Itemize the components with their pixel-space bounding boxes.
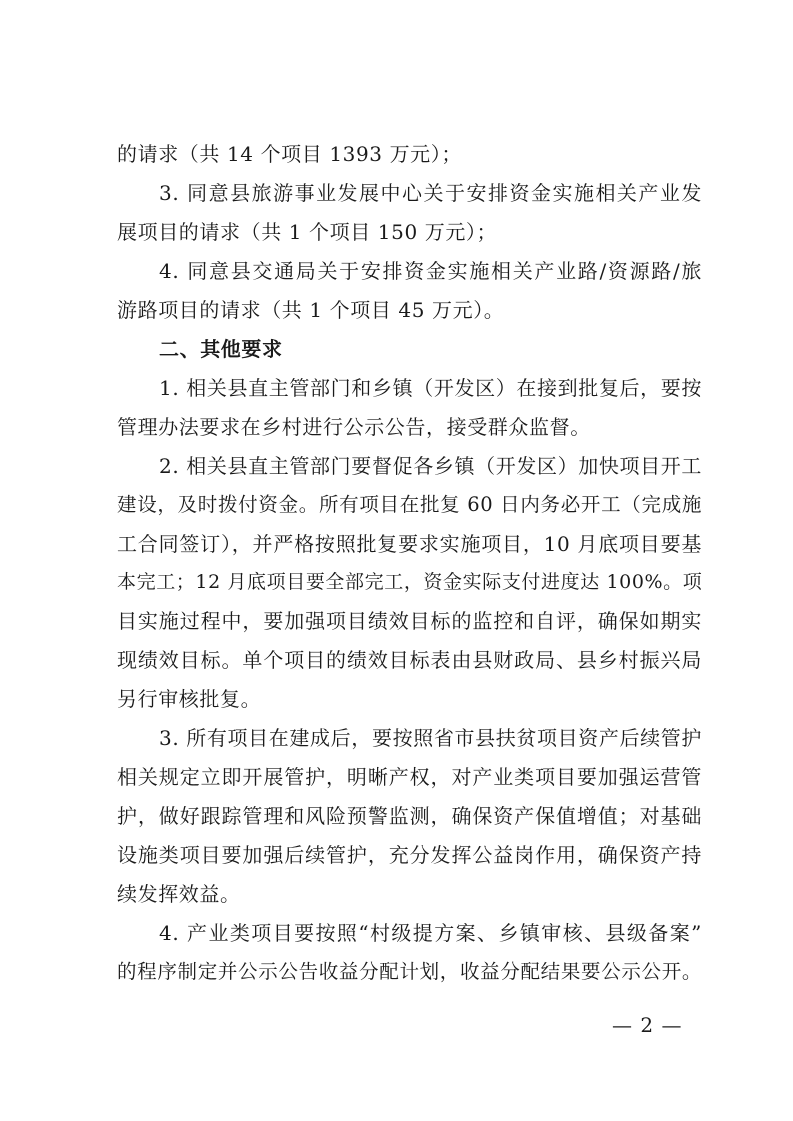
- body-line-10: 建设，及时拨付资金。所有项目在批复 60 日内务必开工（完成施: [117, 493, 702, 516]
- body-line-16: 3. 所有项目在建成后，要按照省市县扶贫项目资产后续管护: [159, 726, 702, 750]
- body-line-22: 的程序制定并公示公告收益分配计划，收益分配结果要公示公开。: [117, 960, 702, 983]
- body-line-2: 3. 同意县旅游事业发展中心关于安排资金实施相关产业发: [159, 181, 702, 205]
- body-line-18: 护，做好跟踪管理和风险预警监测，确保资产保值增值；对基础: [117, 804, 702, 828]
- body-line-5: 游路项目的请求（共 1 个项目 45 万元）。: [117, 298, 505, 322]
- body-line-12: 本完工；12 月底项目要全部完工，资金实际支付进度达 100%。项: [117, 571, 703, 593]
- body-line-20: 续发挥效益。: [117, 882, 241, 906]
- body-line-13: 目实施过程中，要加强项目绩效目标的监控和自评，确保如期实: [117, 609, 702, 633]
- body-line-3: 展项目的请求（共 1 个项目 150 万元）；: [117, 220, 498, 244]
- page-number: — 2 —: [612, 1013, 683, 1037]
- body-line-7: 1. 相关县直主管部门和乡镇（开发区）在接到批复后，要按: [159, 376, 702, 400]
- body-line-9: 2. 相关县直主管部门要督促各乡镇（开发区）加快项目开工: [159, 454, 702, 478]
- body-line-8: 管理办法要求在乡村进行公示公告，接受群众监督。: [117, 415, 591, 439]
- body-line-19: 设施类项目要加强后续管护，充分发挥公益岗作用，确保资产持: [117, 843, 702, 867]
- body-line-1: 的请求（共 14 个项目 1393 万元）；: [117, 142, 462, 166]
- section-heading: 二、其他要求: [159, 337, 283, 361]
- body-line-14: 现绩效目标。单个项目的绩效目标表由县财政局、县乡村振兴局: [117, 648, 702, 672]
- body-line-4: 4. 同意县交通局关于安排资金实施相关产业路/资源路/旅: [159, 259, 702, 283]
- body-line-17: 相关规定立即开展管护，明晰产权，对产业类项目要加强运营管: [117, 765, 702, 789]
- body-line-15: 另行审核批复。: [117, 687, 262, 711]
- body-line-11: 工合同签订），并严格按照批复要求实施项目，10 月底项目要基: [117, 532, 702, 556]
- body-line-21: 4. 产业类项目要按照“村级提方案、乡镇审核、县级备案”: [159, 921, 702, 945]
